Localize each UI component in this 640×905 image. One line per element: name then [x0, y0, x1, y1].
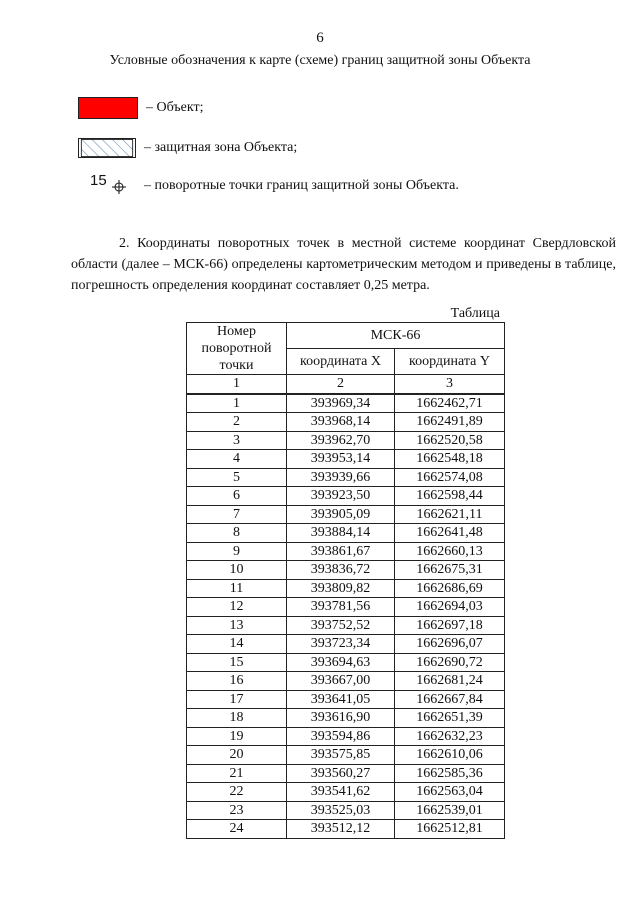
table-row [187, 450, 505, 469]
point-number-cell: 17 [187, 690, 287, 709]
point-number-cell: 9 [187, 542, 287, 561]
table-row [187, 413, 505, 432]
table-row [187, 487, 505, 506]
coordinate-y-cell: 1662690,72 [395, 653, 505, 672]
coordinate-x-cell: 393512,12 [287, 820, 395, 839]
point-number-cell: 24 [187, 820, 287, 839]
legend-item-object [78, 96, 203, 120]
coordinate-x-cell: 393575,85 [287, 746, 395, 765]
table-row [187, 394, 505, 413]
point-number-cell: 12 [187, 598, 287, 617]
point-number-cell: 16 [187, 672, 287, 691]
table-row [187, 635, 505, 654]
point-number-cell: 7 [187, 505, 287, 524]
table-row [187, 801, 505, 820]
coordinate-y-cell: 1662574,08 [395, 468, 505, 487]
coordinate-y-cell: 1662520,58 [395, 431, 505, 450]
turning-point-symbol [78, 174, 136, 198]
coordinate-x-cell: 393667,00 [287, 672, 395, 691]
coordinate-x-cell: 393861,67 [287, 542, 395, 561]
point-number-cell: 22 [187, 783, 287, 802]
coordinate-x-cell: 393616,90 [287, 709, 395, 728]
point-number-cell: 2 [187, 413, 287, 432]
table-row [187, 709, 505, 728]
table-row [187, 672, 505, 691]
legend-item-turning-point [78, 174, 459, 198]
coordinate-x-cell: 393781,56 [287, 598, 395, 617]
coordinate-y-cell: 1662512,81 [395, 820, 505, 839]
coordinate-y-cell: 1662651,39 [395, 709, 505, 728]
header-coordinate-x: координата X [287, 349, 395, 375]
object-swatch [78, 97, 138, 119]
table-row [187, 524, 505, 543]
protective-zone-swatch [78, 138, 136, 158]
table-row [187, 579, 505, 598]
point-number-cell: 3 [187, 431, 287, 450]
table-row [187, 690, 505, 709]
coordinate-x-cell: 393969,34 [287, 394, 395, 413]
table-row [187, 616, 505, 635]
table-row [187, 431, 505, 450]
coordinate-y-cell: 1662491,89 [395, 413, 505, 432]
coordinate-y-cell: 1662686,69 [395, 579, 505, 598]
coordinate-y-cell: 1662660,13 [395, 542, 505, 561]
table-row [187, 764, 505, 783]
coordinate-x-cell: 393525,03 [287, 801, 395, 820]
coordinate-y-cell: 1662641,48 [395, 524, 505, 543]
turning-point-number: 15 [90, 172, 107, 189]
coordinate-x-cell: 393836,72 [287, 561, 395, 580]
page-number: 6 [316, 30, 324, 46]
coordinate-y-cell: 1662694,03 [395, 598, 505, 617]
point-number-cell: 10 [187, 561, 287, 580]
coordinate-x-cell: 393962,70 [287, 431, 395, 450]
column-number-1: 1 [187, 375, 287, 394]
coordinate-x-cell: 393641,05 [287, 690, 395, 709]
coordinate-y-cell: 1662697,18 [395, 616, 505, 635]
coordinate-y-cell: 1662563,04 [395, 783, 505, 802]
header-coordinate-system: МСК-66 [287, 323, 505, 349]
legend-title: Условные обозначения к карте (схеме) границ защитной зоны Объекта [109, 53, 531, 68]
coordinate-x-cell: 393905,09 [287, 505, 395, 524]
point-number-cell: 8 [187, 524, 287, 543]
coordinate-x-cell: 393953,14 [287, 450, 395, 469]
coordinate-y-cell: 1662598,44 [395, 487, 505, 506]
column-number-3: 3 [395, 375, 505, 394]
point-number-cell: 4 [187, 450, 287, 469]
coordinate-x-cell: 393968,14 [287, 413, 395, 432]
coordinate-x-cell: 393809,82 [287, 579, 395, 598]
table-row [187, 820, 505, 839]
coordinate-y-cell: 1662610,06 [395, 746, 505, 765]
table-caption: Таблица [450, 306, 500, 321]
coordinate-x-cell: 393939,66 [287, 468, 395, 487]
point-number-cell: 1 [187, 394, 287, 413]
table-row [187, 505, 505, 524]
point-number-cell: 19 [187, 727, 287, 746]
coordinate-x-cell: 393752,52 [287, 616, 395, 635]
coordinate-x-cell: 393723,34 [287, 635, 395, 654]
coordinate-x-cell: 393923,50 [287, 487, 395, 506]
point-number-cell: 20 [187, 746, 287, 765]
coordinate-y-cell: 1662462,71 [395, 394, 505, 413]
column-numbers-row [187, 375, 505, 394]
point-number-cell: 21 [187, 764, 287, 783]
column-number-2: 2 [287, 375, 395, 394]
legend-item-protective-zone [78, 136, 297, 160]
coordinate-x-cell: 393884,14 [287, 524, 395, 543]
legend-label-turning-point: – поворотные точки границ защитной зоны Объекта. [144, 178, 459, 193]
legend-label-object: – Объект; [146, 100, 204, 115]
table-row [187, 542, 505, 561]
crosshair-icon [112, 180, 126, 194]
header-coordinate-y: координата Y [395, 349, 505, 375]
point-number-cell: 15 [187, 653, 287, 672]
table-row [187, 727, 505, 746]
coordinate-x-cell: 393594,86 [287, 727, 395, 746]
table-row [187, 561, 505, 580]
coordinates-paragraph: 2. Координаты поворотных точек в местной системе координат Свердловской области (далее – МСК-66) определены картометрическим методом и приведены в таблице, погрешность определения координат составляет 0,25 метра. [71, 236, 616, 293]
table-row [187, 746, 505, 765]
table-row [187, 468, 505, 487]
coordinate-y-cell: 1662621,11 [395, 505, 505, 524]
coordinate-y-cell: 1662696,07 [395, 635, 505, 654]
coordinate-x-cell: 393694,63 [287, 653, 395, 672]
table-row [187, 598, 505, 617]
coordinate-y-cell: 1662675,31 [395, 561, 505, 580]
header-point-number: Номер поворотной точки [187, 323, 287, 375]
coordinate-y-cell: 1662539,01 [395, 801, 505, 820]
point-number-cell: 6 [187, 487, 287, 506]
point-number-cell: 23 [187, 801, 287, 820]
coordinate-y-cell: 1662632,23 [395, 727, 505, 746]
point-number-cell: 13 [187, 616, 287, 635]
coordinate-y-cell: 1662548,18 [395, 450, 505, 469]
coordinate-x-cell: 393560,27 [287, 764, 395, 783]
table-row [187, 783, 505, 802]
coordinate-y-cell: 1662681,24 [395, 672, 505, 691]
coordinate-y-cell: 1662667,84 [395, 690, 505, 709]
table-row [187, 653, 505, 672]
coordinate-y-cell: 1662585,36 [395, 764, 505, 783]
point-number-cell: 11 [187, 579, 287, 598]
coordinate-x-cell: 393541,62 [287, 783, 395, 802]
legend-label-protective-zone: – защитная зона Объекта; [144, 140, 298, 155]
point-number-cell: 18 [187, 709, 287, 728]
coordinates-table [186, 322, 505, 839]
point-number-cell: 14 [187, 635, 287, 654]
point-number-cell: 5 [187, 468, 287, 487]
